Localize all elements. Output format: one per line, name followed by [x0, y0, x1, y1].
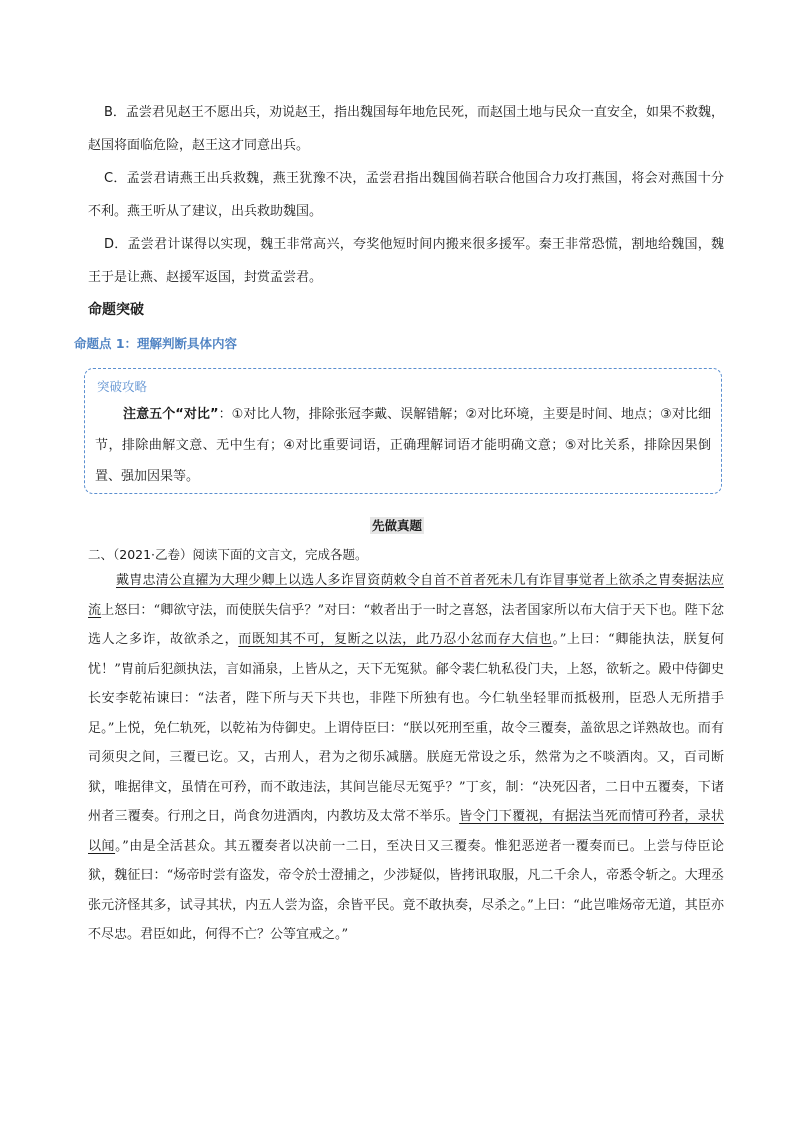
option-d: D．孟尝君计谋得以实现，魏王非常高兴，夸奖他短时间内搬来很多援军。秦王非常恐慌，割地给魏国，魏王于是让燕、赵援军返国，封赏孟尝君。	[88, 237, 724, 285]
question-head: 二、（2021·乙卷）阅读下面的文言文，完成各题。	[88, 547, 368, 562]
tip-text: ：①对比人物，排除张冠李戴、误解错解；②对比环境，主要是时间、地点；③对比细节，排除曲解文意、无中生有；④对比重要词语，正确理解词语才能明确文意；⑤对比关系，排除因果倒置、强加因果等。	[95, 407, 711, 484]
passage-underline-3: 皆令门下覆视，有据法当死而情可矜者，录状以闻	[88, 809, 724, 854]
center-title-text: 先做真题	[371, 518, 422, 533]
sub-title: 命题点 1：理解判断具体内容	[74, 336, 238, 351]
passage	[88, 566, 724, 950]
passage-text-2: 。”上曰：“卿能执法，朕复何忧！”胄前后犯颜执法，言如涌泉，上皆从之，天下无冤狱。鄃令裴仁轨私役门夫，上怒，欲斩之。殿中侍御史长安李乾祐谏曰：“法者，陛下所与天下共也，非陛下所独有也。今仁轨坐轻罪而抵极刑，臣恐人无所措手足。”上悦，免仁轨死，以乾祐为侍御史。上谓侍臣曰：“朕以死刑至重，故令三覆奏，盖欲思之详熟故也。而有司须臾之间，三覆已讫。又，古刑人，君为之彻乐减膳。朕庭无常设之乐，然常为之不啖酒肉。又，百司断狱，唯据律文，虽情在可矜，而不敢违法，其间岂能尽无冤乎？”丁亥，制：“决死囚者，二日中五覆奏，下诸州者三覆奏。行刑之日，尚食勿进酒肉，内教坊及太常不举乐。	[88, 632, 724, 824]
tip-box	[84, 368, 722, 494]
passage-text-3: 。”由是全活甚众。其五覆奏者以决前一二日，至决日又三覆奏。惟犯恶逆者一覆奏而已。上尝与侍臣论狱，魏征曰：“炀帝时尝有盗发，帝令於士澄捕之，少涉疑似，皆拷讯取服，凡二千余人，帝悉令斩之。大理丞张元济怪其多，试寻其状，内五人尝为盗，余皆平民。竟不敢执奏，尽杀之。”上曰：“此岂唯炀帝无道，其臣亦不尽忠。君臣如此，何得不亡？公等宜戒之。”	[88, 838, 724, 942]
section-title: 命题突破	[88, 302, 144, 318]
tip-body	[95, 399, 711, 492]
passage-underline-2: 而既知其不可，复断之以法，此乃忍小忿而存大信也	[238, 632, 553, 647]
center-title	[0, 515, 794, 534]
tip-heading: 突破攻略	[97, 379, 148, 394]
passage-underline-1: 戴胄忠清公直擢为大理少卿上以选人多诈冒资荫敕令自首不首者死未几有诈冒事觉者上欲杀之胄奏据法应流	[88, 573, 724, 618]
passage-text-1: 上怒曰：“卿欲守法，而使朕失信乎？”对曰：“敕者出于一时之喜怒，法者国家所以布大信于天下也。陛下忿选人之多诈，故欲杀之，	[88, 602, 724, 647]
tip-lead: 注意五个“对比”	[123, 407, 219, 422]
option-c: C．孟尝君请燕王出兵救魏，燕王犹豫不决，孟尝君指出魏国倘若联合他国合力攻打燕国，将会对燕国十分不利。燕王听从了建议，出兵救助魏国。	[88, 171, 724, 219]
option-b: B．孟尝君见赵王不愿出兵，劝说赵王，指出魏国每年地危民死，而赵国土地与民众一直安全，如果不救魏，赵国将面临危险，赵王这才同意出兵。	[88, 105, 724, 153]
